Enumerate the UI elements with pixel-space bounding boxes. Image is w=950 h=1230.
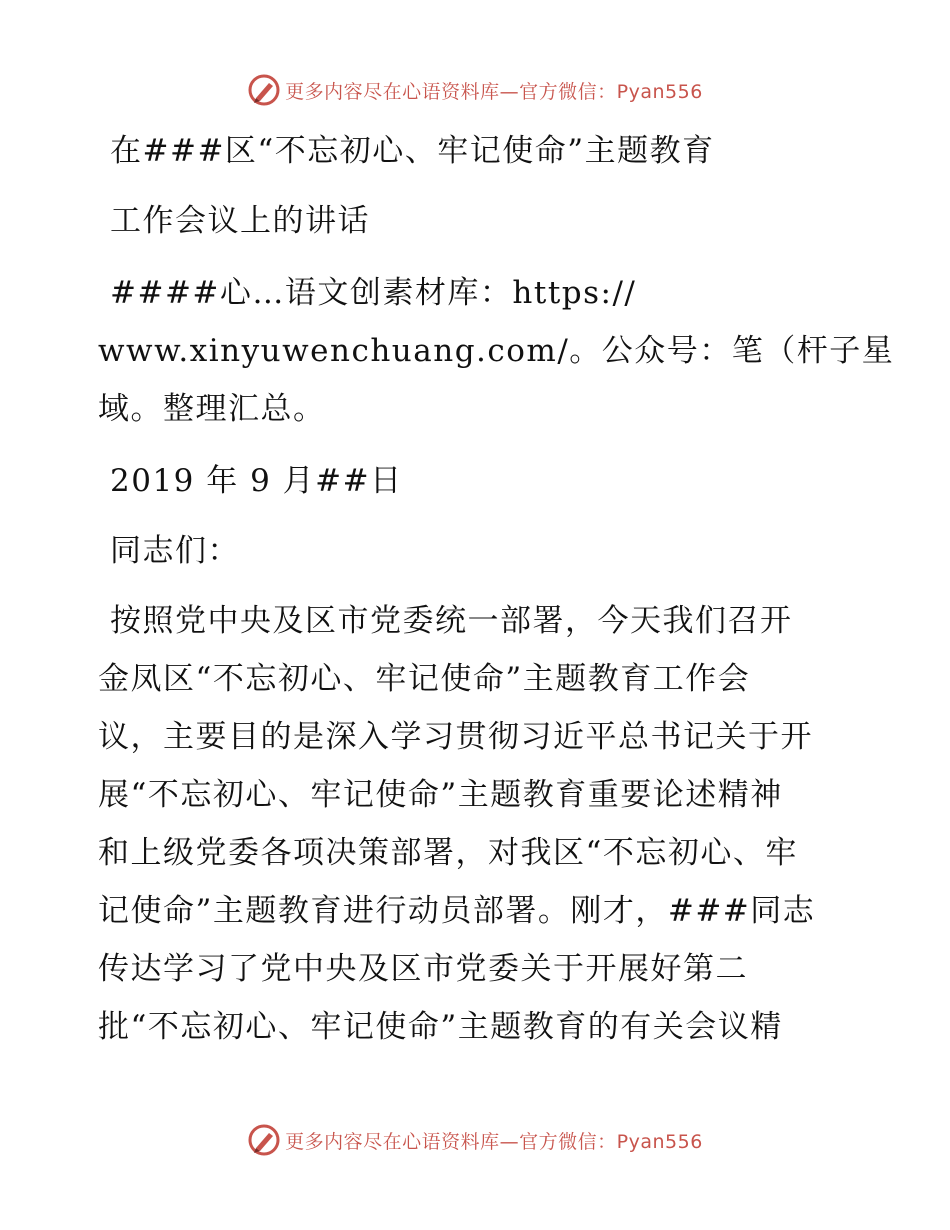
body-line: 传达学习了党中央及区市党委关于开展好第二 (98, 951, 748, 987)
body-line: 展“不忘初心、牢记使命”主题教育重要论述精神 (98, 777, 783, 813)
source-line: ####心…语文创素材库：https:// (110, 275, 637, 311)
document-title-line-2: 工作会议上的讲话 (110, 203, 370, 239)
pen-logo-icon (247, 1123, 281, 1157)
header-banner (0, 70, 950, 110)
document-date: 2019 年 9 月##日 (110, 463, 403, 499)
source-note (98, 264, 895, 438)
footer-banner-text: 更多内容尽在心语资料库—官方微信：Pyan556 (285, 1130, 703, 1153)
header-banner-text: 更多内容尽在心语资料库—官方微信：Pyan556 (285, 80, 703, 103)
document-body (98, 122, 895, 1056)
pen-logo-icon (247, 73, 281, 107)
body-paragraph (98, 592, 858, 1056)
body-line: 议，主要目的是深入学习贯彻习近平总书记关于开 (98, 719, 813, 755)
body-line: 金凤区“不忘初心、牢记使命”主题教育工作会 (98, 661, 751, 697)
greeting: 同志们： (110, 533, 240, 569)
source-line: 域。整理汇总。 (98, 391, 326, 427)
document-title-line-1: 在###区“不忘初心、牢记使命”主题教育 (110, 133, 715, 169)
source-line: www.xinyuwenchuang.com/。公众号：笔（杆子星 (98, 333, 895, 369)
body-line: 和上级党委各项决策部署，对我区“不忘初心、牢 (98, 835, 798, 871)
footer-banner (0, 1120, 950, 1160)
body-line: 批“不忘初心、牢记使命”主题教育的有关会议精 (98, 1009, 783, 1045)
body-line: 记使命”主题教育进行动员部署。刚才，###同志 (98, 893, 816, 929)
body-line: 按照党中央及区市党委统一部署，今天我们召开 (110, 603, 793, 639)
